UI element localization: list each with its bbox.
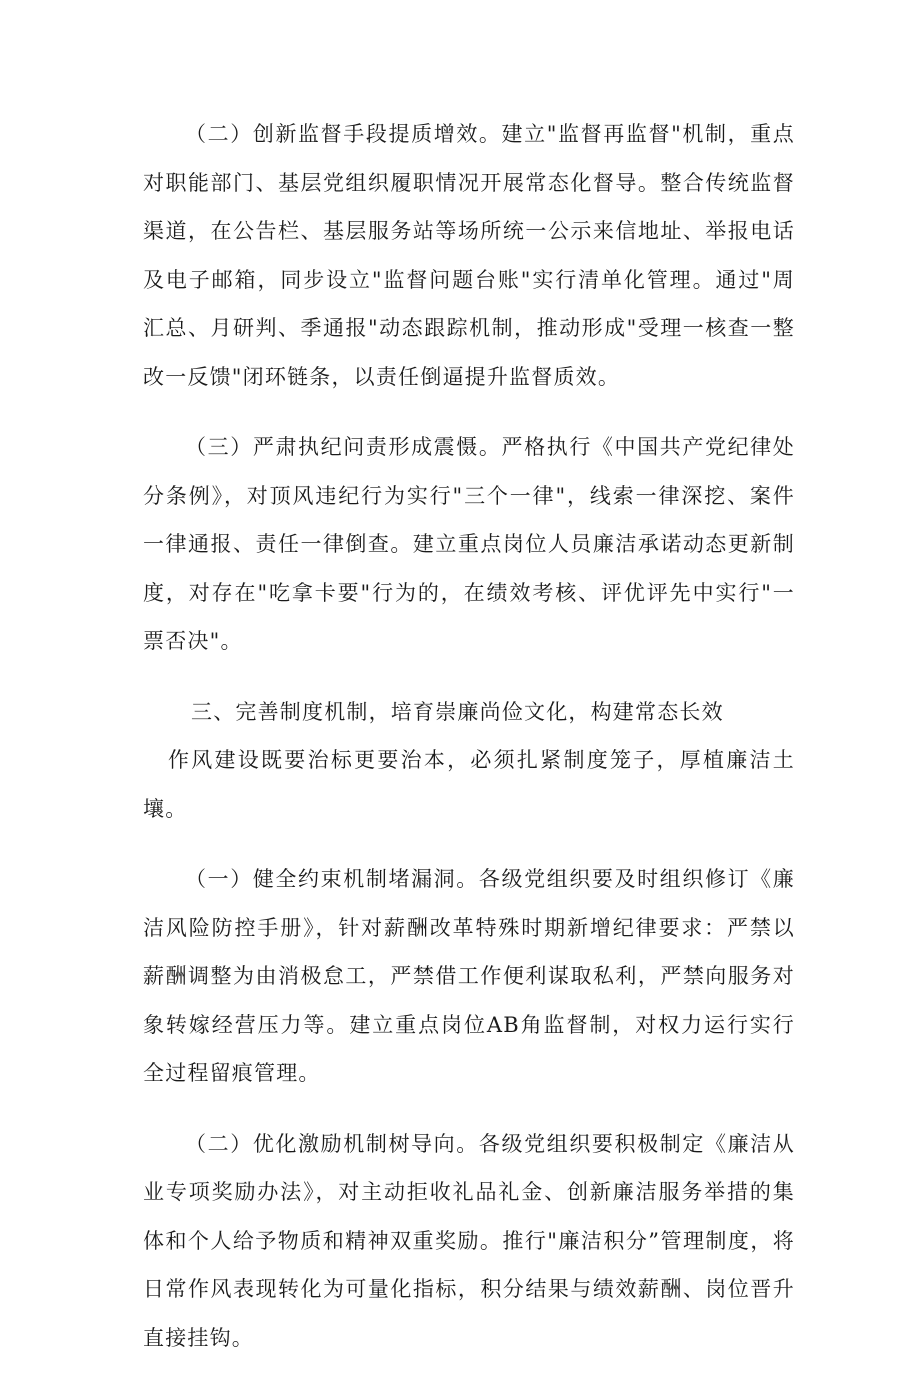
- paragraph-discipline-accountability: （三）严肃执纪问责形成震慑。严格执行《中国共产党纪律处分条例》，对顶风违纪行为实行"三个一律"，线索一律深挖、案件一律通报、责任一律倒查。建立重点岗位人员廉洁承诺动态更新制度，对存在"吃拿卡要"行为的，在绩效考核、评优评先中实行"一票否决"。: [143, 435, 795, 653]
- paragraph-incentive-mechanism: （二）优化激励机制树导向。各级党组织要积极制定《廉洁从业专项奖励办法》，对主动拒收礼品礼金、创新廉洁服务举措的集体和个人给予物质和精神双重奖励。推行"廉洁积分”管理制度，将日常作风表现转化为可量化指标，积分结果与绩效薪酬、岗位晋升直接挂钩。: [143, 1131, 795, 1350]
- paragraph-supervision-means: （二）创新监督手段提质增效。建立"监督再监督"机制，重点对职能部门、基层党组织履职情况开展常态化督导。整合传统监督渠道，在公告栏、基层服务站等场所统一公示来信地址、举报电话及电子邮箱，同步设立"监督问题台账"实行清单化管理。通过"周汇总、月研判、季通报"动态跟踪机制，推动形成"受理一核查一整改一反馈"闭环链条，以责任倒逼提升监督质效。: [143, 122, 795, 389]
- paragraph-section-intro: 作风建设既要治标更要治本，必须扎紧制度笼子，厚植廉洁土壤。: [143, 748, 795, 821]
- section-heading-three: 三、完善制度机制，培育崇廉尚俭文化，构建常态长效: [191, 699, 724, 724]
- paragraph-constraint-mechanism: （一）健全约束机制堵漏洞。各级党组织要及时组织修订《廉洁风险防控手册》，针对薪酬改革特殊时期新增纪律要求：严禁以薪酬调整为由消极怠工，严禁借工作便利谋取私利，严禁向服务对象转嫁经营压力等。建立重点岗位AB角监督制，对权力运行实行全过程留痕管理。: [143, 867, 795, 1085]
- document-body: [143, 110, 795, 1384]
